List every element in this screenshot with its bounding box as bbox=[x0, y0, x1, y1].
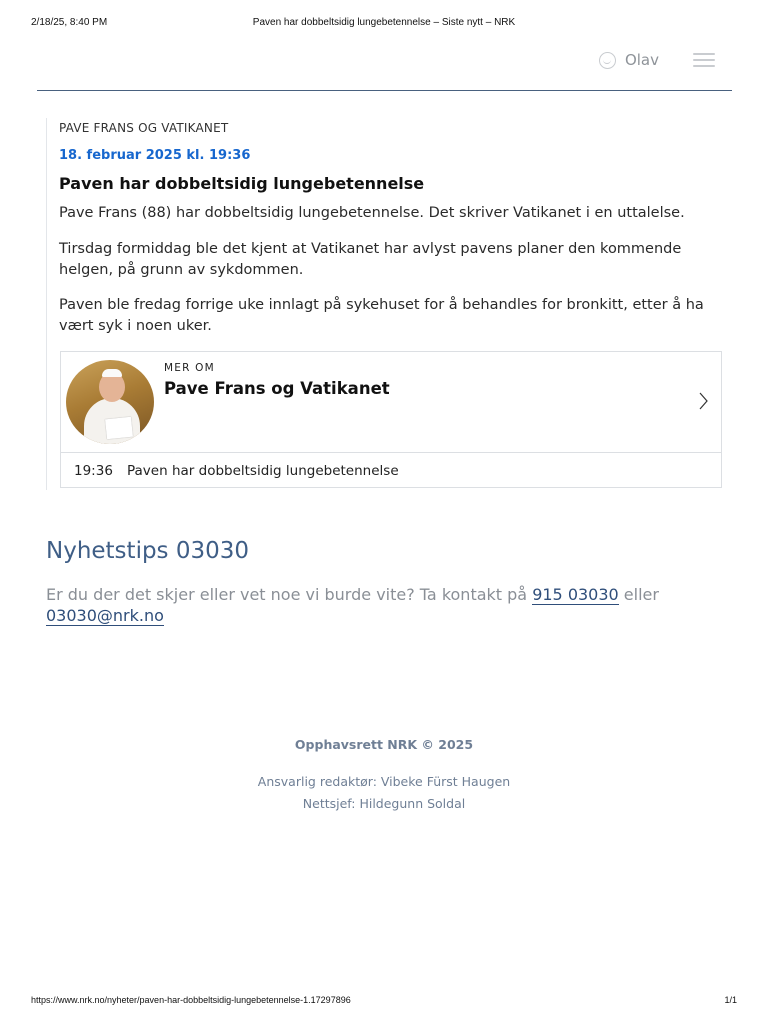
news-tips-text-before: Er du der det skjer eller vet noe vi burde vite? Ta kontakt på bbox=[46, 585, 533, 604]
print-url: https://www.nrk.no/nyheter/paven-har-dobbeltsidig-lungebetennelse-1.17297896 bbox=[31, 995, 351, 1005]
news-tips-text-between: eller bbox=[618, 585, 659, 604]
related-article-time: 19:36 bbox=[74, 463, 113, 479]
print-footer bbox=[31, 995, 737, 1009]
more-about-topic-link[interactable] bbox=[61, 352, 721, 453]
user-avatar-icon bbox=[599, 52, 616, 69]
entry-kicker: PAVE FRANS OG VATIKANET bbox=[59, 121, 229, 135]
related-article-title: Paven har dobbeltsidig lungebetennelse bbox=[127, 463, 399, 479]
news-tips-phone-link[interactable]: 915 03030 bbox=[532, 585, 619, 604]
news-tips-title: Nyhetstips 03030 bbox=[46, 538, 250, 564]
more-about-title: Pave Frans og Vatikanet bbox=[164, 379, 390, 398]
print-datetime: 2/18/25, 8:40 PM bbox=[31, 17, 108, 28]
user-profile-button[interactable] bbox=[599, 51, 659, 69]
chevron-right-icon bbox=[699, 392, 708, 410]
entry-paragraph: Pave Frans (88) har dobbeltsidig lungebetennelse. Det skriver Vatikanet i en uttalelse. bbox=[59, 205, 685, 221]
news-tips-text bbox=[46, 584, 706, 626]
entry-timestamp: 18. februar 2025 kl. 19:36 bbox=[59, 148, 251, 163]
hamburger-menu-icon[interactable] bbox=[693, 53, 715, 67]
print-page-count: 1/1 bbox=[724, 995, 737, 1005]
entry-paragraph: Paven ble fredag forrige uke innlagt på sykehuset for å behandles for bronkitt, etter å ha vært syk i noen uker. bbox=[59, 297, 704, 334]
footer-editor: Ansvarlig redaktør: Vibeke Fürst Haugen bbox=[257, 774, 511, 789]
topic-portrait-image bbox=[66, 360, 154, 444]
footer-net-chief: Nettsjef: Hildegunn Soldal bbox=[302, 796, 466, 811]
entry-headline: Paven har dobbeltsidig lungebetennelse bbox=[59, 174, 425, 193]
related-article-link[interactable] bbox=[61, 453, 721, 489]
print-header bbox=[31, 17, 737, 31]
more-about-card bbox=[60, 351, 722, 488]
top-navigation-bar bbox=[37, 46, 732, 91]
more-about-label: MER OM bbox=[164, 362, 215, 374]
news-tips-email-link[interactable]: 03030@nrk.no bbox=[46, 606, 164, 625]
entry-paragraph: Tirsdag formiddag ble det kjent at Vatikanet har avlyst pavens planer den kommende helgen, på grunn av sykdommen. bbox=[59, 241, 682, 278]
user-name: Olav bbox=[624, 51, 659, 69]
news-entry bbox=[46, 118, 725, 490]
print-page-title: Paven har dobbeltsidig lungebetennelse – Siste nytt – NRK bbox=[252, 17, 516, 28]
footer-copyright: Opphavsrett NRK © 2025 bbox=[294, 737, 474, 752]
